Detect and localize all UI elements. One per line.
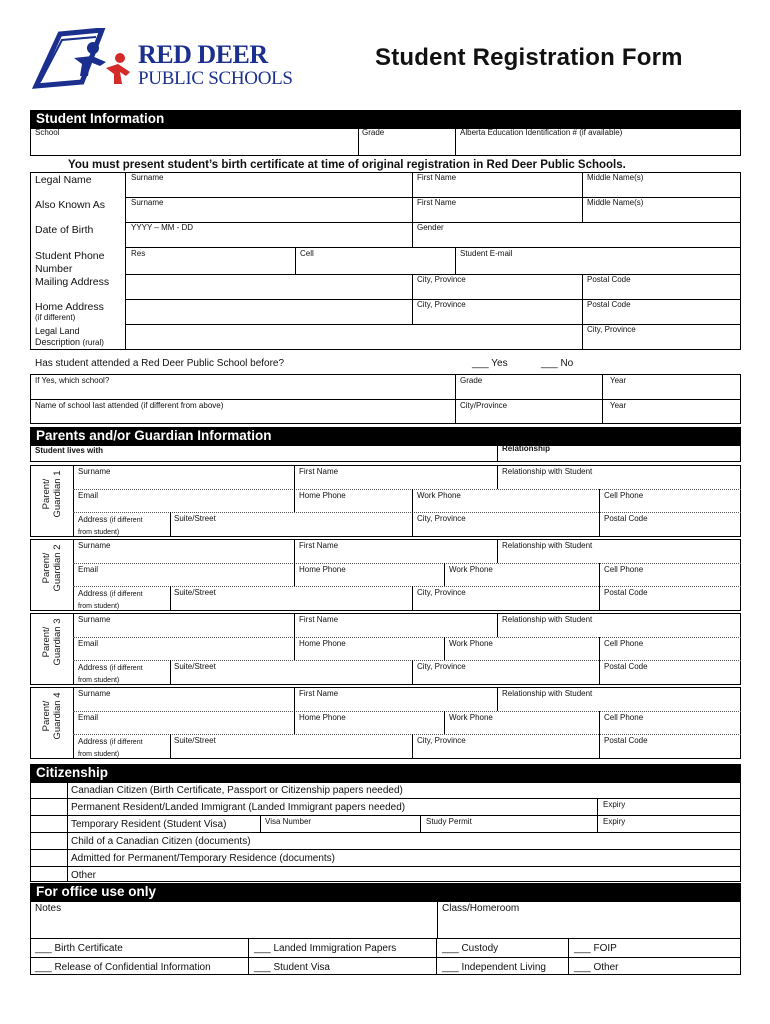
cell-phone-label: Cell [300, 249, 314, 258]
attended-question: Has student attended a Red Deer Public School before? [35, 358, 285, 369]
home-city-label: City, Province [417, 300, 466, 309]
office-independent-living-check[interactable]: ___ Independent Living [442, 962, 546, 973]
aka-middle-names-label: Middle Name(s) [587, 198, 644, 207]
g2-city-label: City, Province [417, 588, 466, 597]
home-postal-label: Postal Code [587, 300, 631, 309]
study-permit-label: Study Permit [426, 817, 472, 826]
mailing-city-label: City, Province [417, 275, 466, 284]
g2-email-label: Email [78, 565, 99, 574]
student-lives-with-label: Student lives with [35, 446, 104, 455]
guardian-1-label: Parent/ Guardian 1 [41, 470, 63, 518]
date-of-birth-label: Date of Birth [35, 224, 94, 236]
citizenship-other-option[interactable]: Other [71, 870, 97, 881]
surname-label: Surname [131, 173, 164, 182]
g1-surname-label: Surname [78, 467, 111, 476]
citizenship-child-option[interactable]: Child of a Canadian Citizen (documents) [71, 836, 251, 847]
citizenship-permanent-option[interactable]: Permanent Resident/Landed Immigrant (Landed Immigrant papers needed) [71, 802, 406, 813]
office-foip-check[interactable]: ___ FOIP [574, 943, 617, 954]
g4-postal-label: Postal Code [604, 736, 648, 745]
section-header-student-information: Student Information [30, 110, 741, 129]
grade-field-label: Grade [362, 128, 385, 137]
last-school-city-label: City/Province [460, 401, 508, 410]
g2-first-name-label: First Name [299, 541, 339, 550]
g2-home-phone-label: Home Phone [299, 565, 346, 574]
g3-cell-phone-label: Cell Phone [604, 639, 644, 648]
g4-home-phone-label: Home Phone [299, 713, 346, 722]
g1-postal-label: Postal Code [604, 514, 648, 523]
g1-city-label: City, Province [417, 514, 466, 523]
home-address-label: Home Address [35, 301, 104, 313]
guardian-2-label: Parent/ Guardian 2 [41, 544, 63, 592]
g4-cell-phone-label: Cell Phone [604, 713, 644, 722]
temporary-expiry-label: Expiry [603, 817, 626, 826]
g2-suite-label: Suite/Street [174, 588, 216, 597]
g4-work-phone-label: Work Phone [449, 713, 493, 722]
gender-label: Gender [417, 223, 444, 232]
attended-no-option[interactable]: ___ No [541, 358, 574, 369]
g3-surname-label: Surname [78, 615, 111, 624]
g3-postal-label: Postal Code [604, 662, 648, 671]
g1-suite-label: Suite/Street [174, 514, 216, 523]
office-custody-check[interactable]: ___ Custody [442, 943, 499, 954]
section-header-office-use: For office use only [30, 883, 741, 902]
dob-format-label: YYYY – MM - DD [131, 223, 194, 232]
middle-names-label: Middle Name(s) [587, 173, 644, 182]
permanent-expiry-label: Expiry [603, 800, 626, 809]
aka-surname-label: Surname [131, 198, 164, 207]
visa-number-label: Visa Number [265, 817, 312, 826]
g4-relationship-label: Relationship with Student [502, 689, 593, 698]
school-logo [30, 28, 293, 92]
g2-postal-label: Postal Code [604, 588, 648, 597]
home-address-note: (if different) [35, 313, 76, 322]
office-birth-certificate-check[interactable]: ___ Birth Certificate [35, 943, 123, 954]
also-known-as-label: Also Known As [35, 199, 106, 211]
g1-email-label: Email [78, 491, 99, 500]
first-name-label: First Name [417, 173, 457, 182]
last-school-year-label: Year [610, 401, 627, 410]
g4-city-label: City, Province [417, 736, 466, 745]
legal-land-city-label: City, Province [587, 325, 636, 334]
g4-suite-label: Suite/Street [174, 736, 216, 745]
previous-year-label: Year [610, 376, 627, 385]
citizenship-canadian-option[interactable]: Canadian Citizen (Birth Certificate, Passport or Citizenship papers needed) [71, 785, 403, 796]
aka-first-name-label: First Name [417, 198, 457, 207]
lives-with-relationship-label: Relationship [502, 444, 551, 453]
g3-city-label: City, Province [417, 662, 466, 671]
mailing-postal-label: Postal Code [587, 275, 631, 284]
g2-surname-label: Surname [78, 541, 111, 550]
reading-children-icon [30, 28, 140, 92]
birth-certificate-notice: You must present student’s birth certificate at time of original registration in Red Deer Public Schools. [68, 159, 626, 171]
g3-home-phone-label: Home Phone [299, 639, 346, 648]
g2-cell-phone-label: Cell Phone [604, 565, 644, 574]
g4-first-name-label: First Name [299, 689, 339, 698]
g4-surname-label: Surname [78, 689, 111, 698]
citizenship-admitted-option[interactable]: Admitted for Permanent/Temporary Residence (documents) [71, 853, 336, 864]
g2-work-phone-label: Work Phone [449, 565, 493, 574]
logo-wordmark-line1: RED DEER [138, 40, 268, 69]
g3-suite-label: Suite/Street [174, 662, 216, 671]
g3-relationship-label: Relationship with Student [502, 615, 593, 624]
g3-address-label: Address (if different from student) [78, 663, 143, 684]
office-landed-immigration-check[interactable]: ___ Landed Immigration Papers [254, 943, 397, 954]
legal-name-label: Legal Name [35, 174, 92, 186]
last-school-label: Name of school last attended (if different from above) [35, 401, 224, 410]
section-header-citizenship: Citizenship [30, 764, 741, 783]
guardian-3-label: Parent/ Guardian 3 [41, 618, 63, 666]
g4-email-label: Email [78, 713, 99, 722]
form-title: Student Registration Form [375, 44, 683, 71]
class-homeroom-label: Class/Homeroom [442, 903, 520, 914]
g1-cell-phone-label: Cell Phone [604, 491, 644, 500]
mailing-address-label: Mailing Address [35, 276, 110, 288]
student-email-label: Student E-mail [460, 249, 513, 258]
section-header-parents: Parents and/or Guardian Information [30, 427, 741, 446]
g2-relationship-label: Relationship with Student [502, 541, 593, 550]
notes-label: Notes [35, 903, 62, 914]
school-field-label: School [35, 128, 60, 137]
g4-address-label: Address (if different from student) [78, 737, 143, 758]
g3-first-name-label: First Name [299, 615, 339, 624]
g1-address-label: Address (if different from student) [78, 515, 143, 536]
g3-work-phone-label: Work Phone [449, 639, 493, 648]
legal-land-label: Legal Land Description (rural) [35, 326, 104, 347]
office-other-check[interactable]: ___ Other [574, 962, 619, 973]
citizenship-temporary-option[interactable]: Temporary Resident (Student Visa) [71, 819, 227, 830]
attended-yes-option[interactable]: ___ Yes [472, 358, 508, 369]
g1-home-phone-label: Home Phone [299, 491, 346, 500]
office-student-visa-check[interactable]: ___ Student Visa [254, 962, 330, 973]
aeid-field-label: Alberta Education Identification # (if available) [460, 128, 623, 137]
guardian-4-label: Parent/ Guardian 4 [41, 692, 63, 740]
g3-email-label: Email [78, 639, 99, 648]
office-release-info-check[interactable]: ___ Release of Confidential Information [35, 962, 211, 973]
res-phone-label: Res [131, 249, 146, 258]
previous-grade-label: Grade [460, 376, 483, 385]
g1-first-name-label: First Name [299, 467, 339, 476]
student-phone-label: Student Phone Number [35, 250, 105, 275]
g2-address-label: Address (if different from student) [78, 589, 143, 610]
logo-wordmark-line2: PUBLIC SCHOOLS [138, 68, 293, 89]
g1-work-phone-label: Work Phone [417, 491, 461, 500]
which-school-label: If Yes, which school? [35, 376, 110, 385]
g1-relationship-label: Relationship with Student [502, 467, 593, 476]
